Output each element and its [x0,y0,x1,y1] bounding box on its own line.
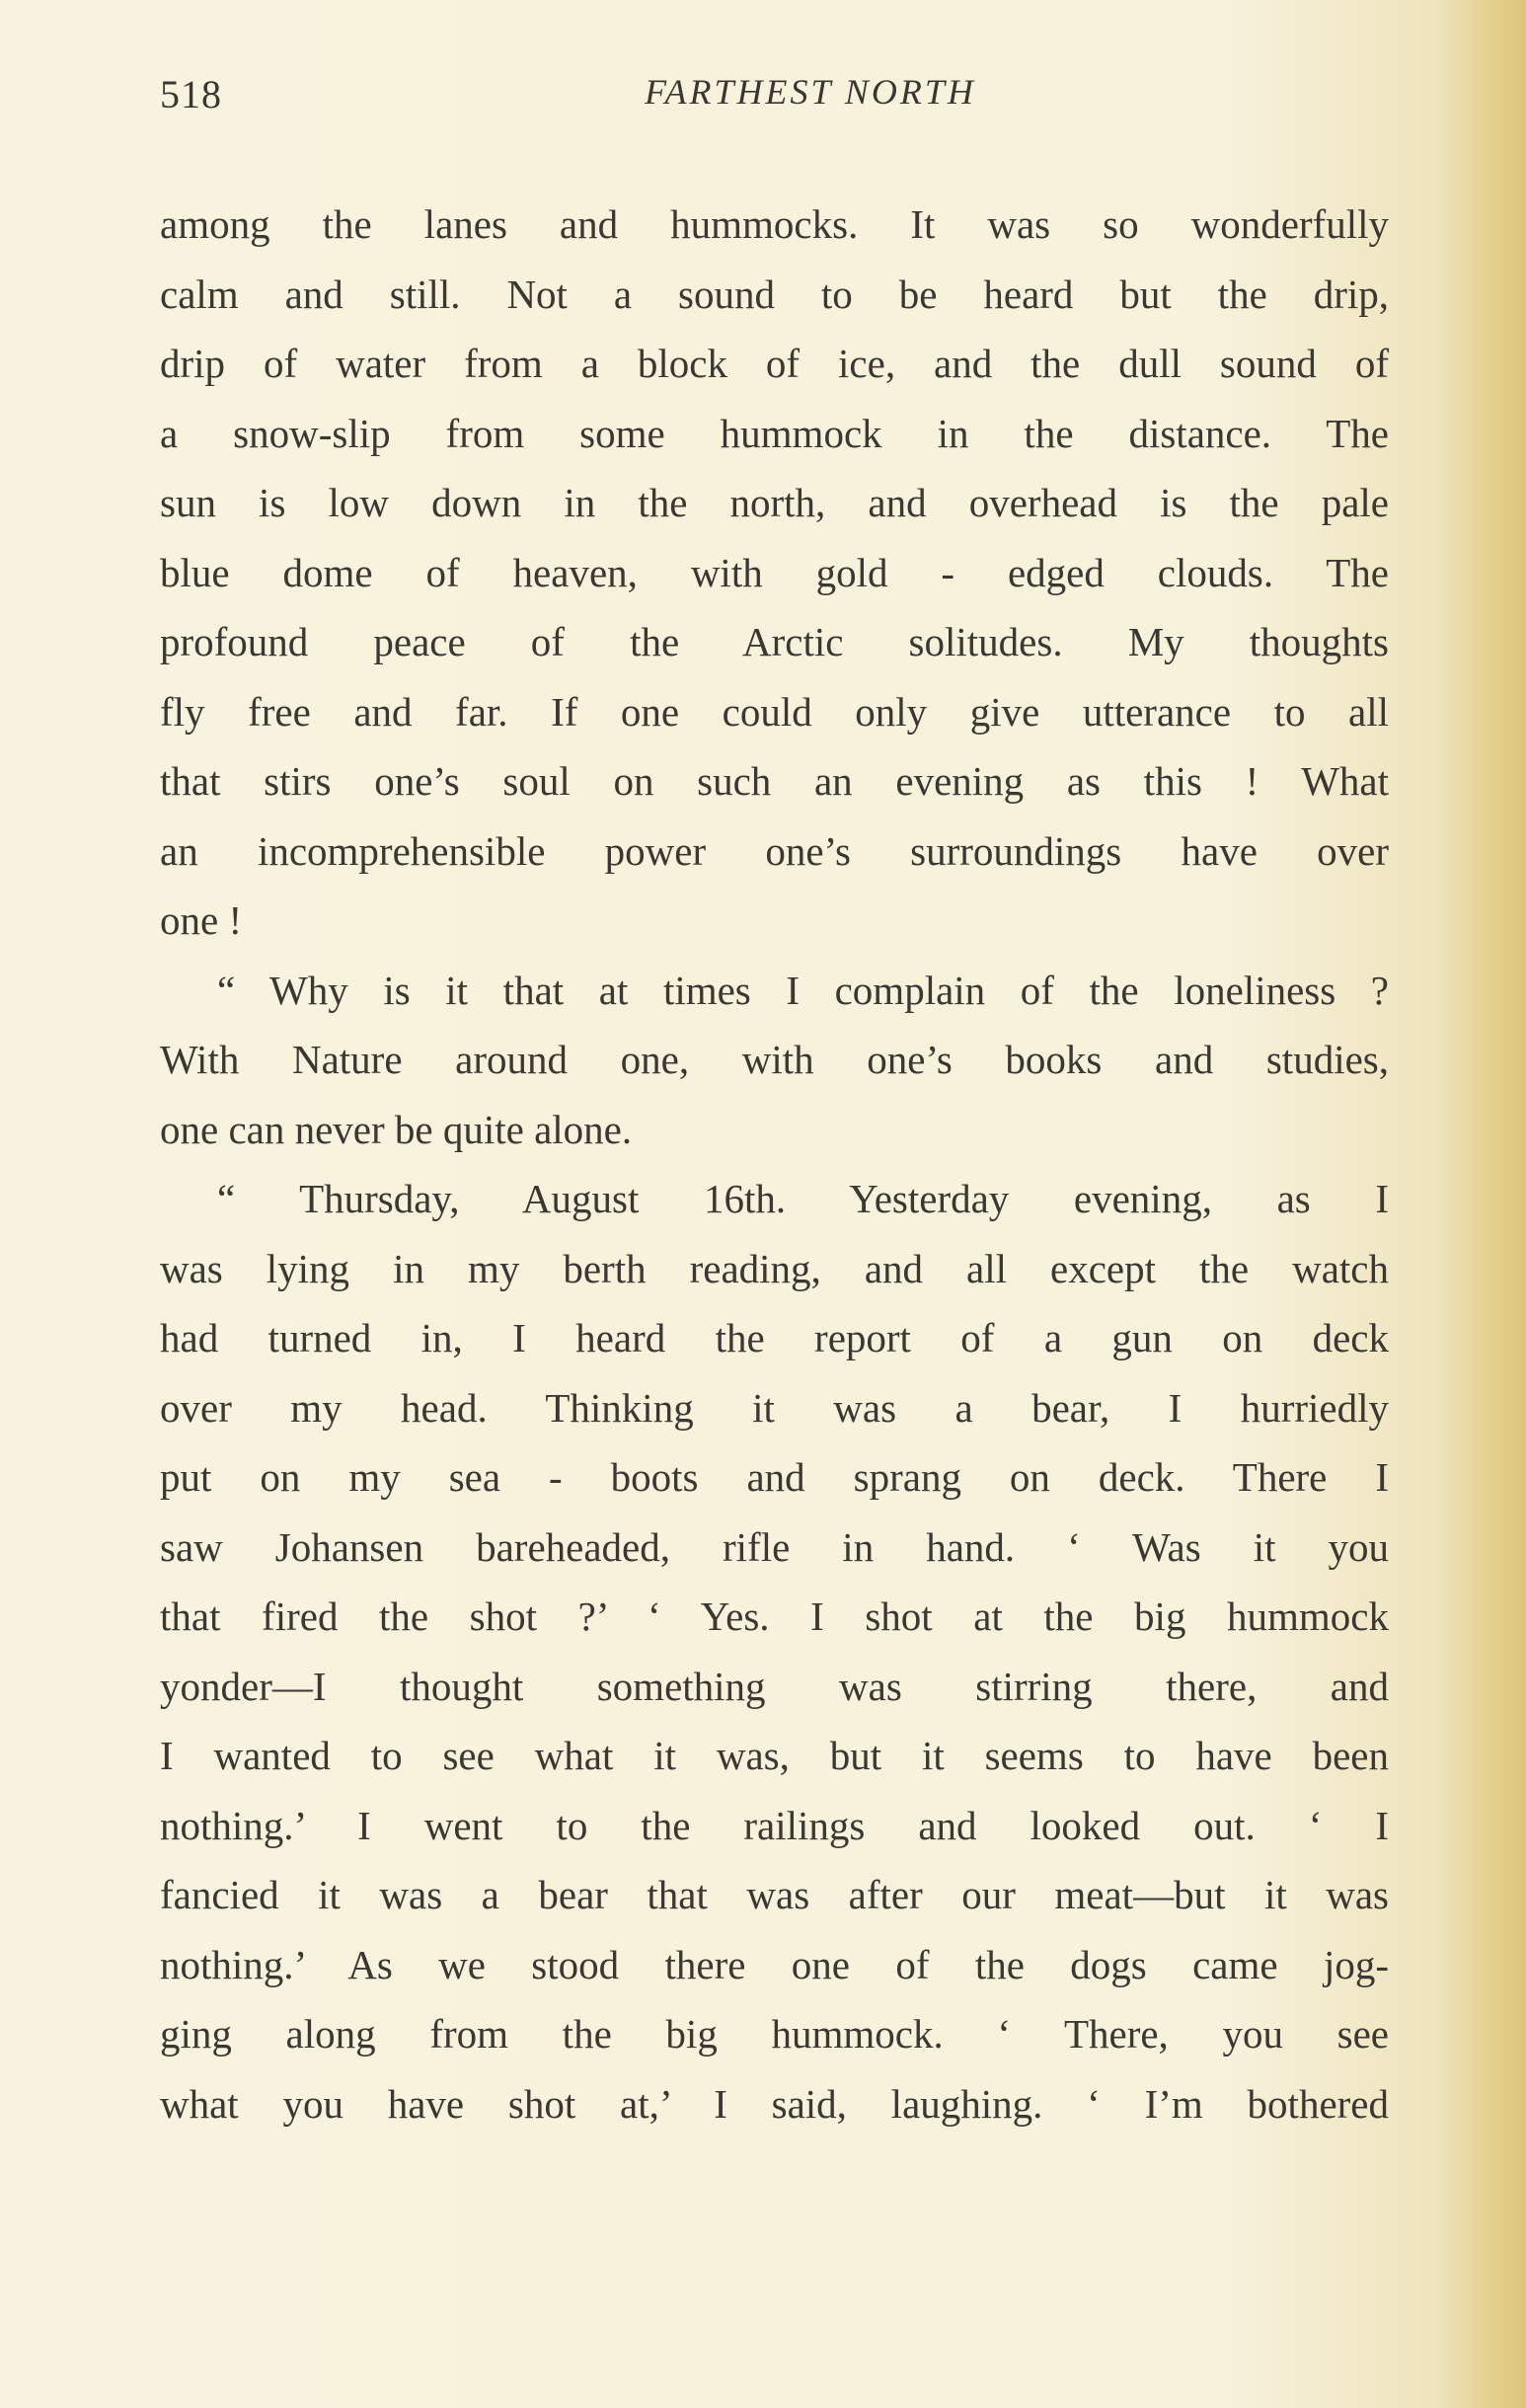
text-line: calm and still. Not a sound to be heard but the drip, [160,271,1389,317]
text-line: blue dome of heaven, with gold - edged clouds. The [160,549,1389,595]
text-line: fancied it was a bear that was after our meat—but it was [160,1872,1389,1917]
text-line: that stirs one’s soul on such an evening as this ! What [160,758,1389,804]
text-line: nothing.’ I went to the railings and looked out. ‘ I [160,1802,1389,1848]
text-line: saw Johansen bareheaded, rifle in hand. ‘ Was it you [160,1523,1389,1570]
text-line: I wanted to see what it was, but it seems to have been [160,1733,1389,1778]
body-text [160,190,1389,2138]
text-line: put on my sea - boots and sprang on deck. There I [160,1454,1389,1500]
text-line: one can never be quite alone. [160,1106,633,1152]
page-number: 518 [160,72,222,117]
text-line: over my head. Thinking it was a bear, I hurriedly [160,1384,1389,1431]
text-line: drip of water from a block of ice, and the dull sound of [160,341,1389,386]
text-line: fly free and far. If one could only give utterance to all [160,688,1389,735]
text-line: ging along from the big hummock. ‘ There, you see [160,2011,1389,2057]
text-line: was lying in my berth reading, and all except the watch [160,1245,1389,1291]
text-line: yonder—I thought something was stirring there, and [160,1663,1389,1709]
text-line: that fired the shot ?’ ‘ Yes. I shot at the big hummock [160,1593,1389,1639]
text-line: had turned in, I heard the report of a gun on deck [160,1315,1389,1360]
text-line: a snow-slip from some hummock in the distance. The [160,410,1389,456]
text-line: what you have shot at,’ I said, laughing. ‘ I’m bothered [160,2080,1389,2127]
text-line: among the lanes and hummocks. It was so wonderfully [160,201,1389,247]
running-title: FARTHEST NORTH [645,72,976,112]
page-header [160,71,1392,140]
text-line: nothing.’ As we stood there one of the dogs came jog- [160,1941,1389,1987]
text-line: an incomprehensible power one’s surroundings have over [160,827,1389,874]
text-line: With Nature around one, with one’s books and studies, [160,1037,1389,1082]
paragraph-start-line: “ Thursday, August 16th. Yesterday evening, as I [217,1176,1389,1221]
text-line: one ! [160,897,243,943]
paragraph-start-line: “ Why is it that at times I complain of the loneliness ? [217,967,1389,1013]
text-line: sun is low down in the north, and overhead is the pale [160,480,1389,525]
text-line: profound peace of the Arctic solitudes. My thoughts [160,619,1389,664]
